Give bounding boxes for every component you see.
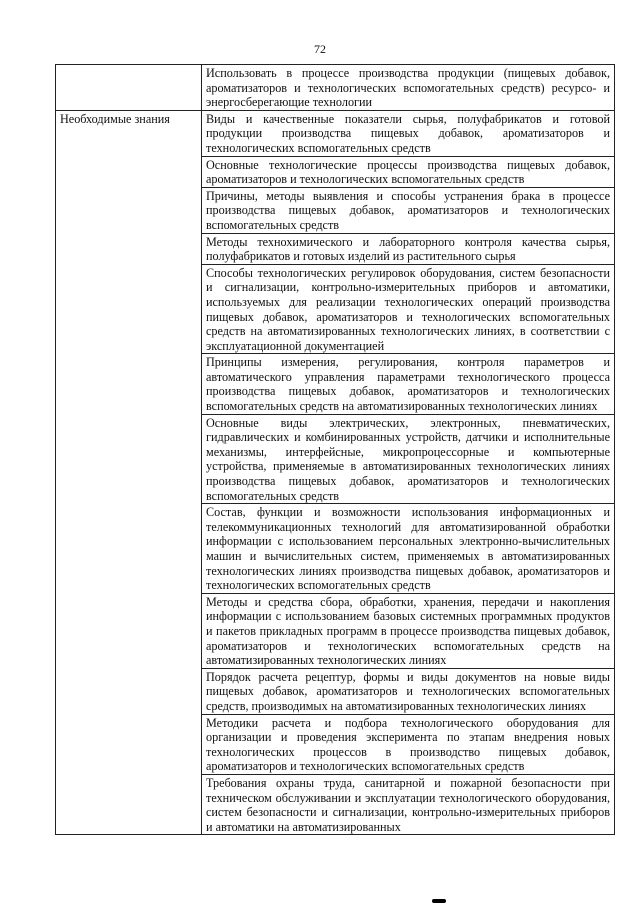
scan-artifact-mark xyxy=(432,899,446,903)
knowledge-item: Основные технологические процессы производства пищевых добавок, ароматизаторов и технологических вспомогательных средств xyxy=(202,156,615,187)
knowledge-item: Причины, методы выявления и способы устранения брака в процессе производства пищевых добавок, ароматизаторов и технологических вспомогательных средств xyxy=(202,187,615,233)
knowledge-item: Методы и средства сбора, обработки, хранения, передачи и накопления информации с использованием базовых системных программных продуктов и пакетов прикладных программ в процессе производства пищевых добавок, ароматизаторов и технологических вспомогательных средств на автоматизированных технологических линиях xyxy=(202,593,615,668)
knowledge-table xyxy=(55,64,615,835)
knowledge-item: Методики расчета и подбора технологического оборудования для организации и проведения эксперимента по этапам внедрения новых технологических процессов в производство пищевых добавок, ароматизаторов и технологических вспомогательных средств xyxy=(202,714,615,774)
table-row xyxy=(56,65,615,111)
continued-item-cell: Использовать в процессе производства продукции (пищевых добавок, ароматизаторов и технологических вспомогательных средств) ресурсо- и энергосберегающие технологии xyxy=(202,65,615,111)
knowledge-item: Состав, функции и возможности использования информационных и телекоммуникационных технологий для автоматизированной обработки информации с использованием персональных электронно-вычислительных машин и вычислительных систем, применяемых в автоматизированных технологических линиях производства пищевых добавок, ароматизаторов и технологических вспомогательных средств xyxy=(202,504,615,594)
knowledge-item: Требования охраны труда, санитарной и пожарной безопасности при техническом обслуживании и эксплуатации технологического оборудования, систем безопасности и сигнализации, контрольно-измерительных приборов и автоматики на автоматизированных xyxy=(202,774,615,834)
page-number: 72 xyxy=(314,42,326,56)
knowledge-item: Порядок расчета рецептур, формы и виды документов на новые виды пищевых добавок, ароматизаторов и технологических вспомогательных средств, производимых на автоматизированных технологических линиях xyxy=(202,668,615,714)
empty-label-cell xyxy=(56,65,202,111)
section-label-cell: Необходимые знания xyxy=(56,110,202,835)
knowledge-item: Методы технохимического и лабораторного контроля качества сырья, полуфабрикатов и готовых изделий из растительного сырья xyxy=(202,233,615,264)
knowledge-item: Основные виды электрических, электронных, пневматических, гидравлических и комбинированных устройств, датчики и исполнительные механизмы, интерфейсные, микропроцессорные и компьютерные устройства, применяемые в автоматизированных технологических линиях производства пищевых добавок, ароматизаторов и технологических вспомогательных средств xyxy=(202,414,615,504)
knowledge-item: Принципы измерения, регулирования, контроля параметров и автоматического управления параметрами технологического процесса производства пищевых добавок, ароматизаторов и технологических вспомогательных средств на автоматизированных технологических линиях xyxy=(202,354,615,414)
knowledge-item: Способы технологических регулировок оборудования, систем безопасности и сигнализации, контрольно-измерительных приборов и автоматики, используемых для реализации технологических операций производства пищевых добавок, ароматизаторов и технологических вспомогательных средств на автоматизированных технологических линиях, в соответствии с эксплуатационной документацией xyxy=(202,264,615,354)
table-row xyxy=(56,110,615,156)
knowledge-item: Виды и качественные показатели сырья, полуфабрикатов и готовой продукции производства пищевых добавок, ароматизаторов и технологических вспомогательных средств xyxy=(202,110,615,156)
